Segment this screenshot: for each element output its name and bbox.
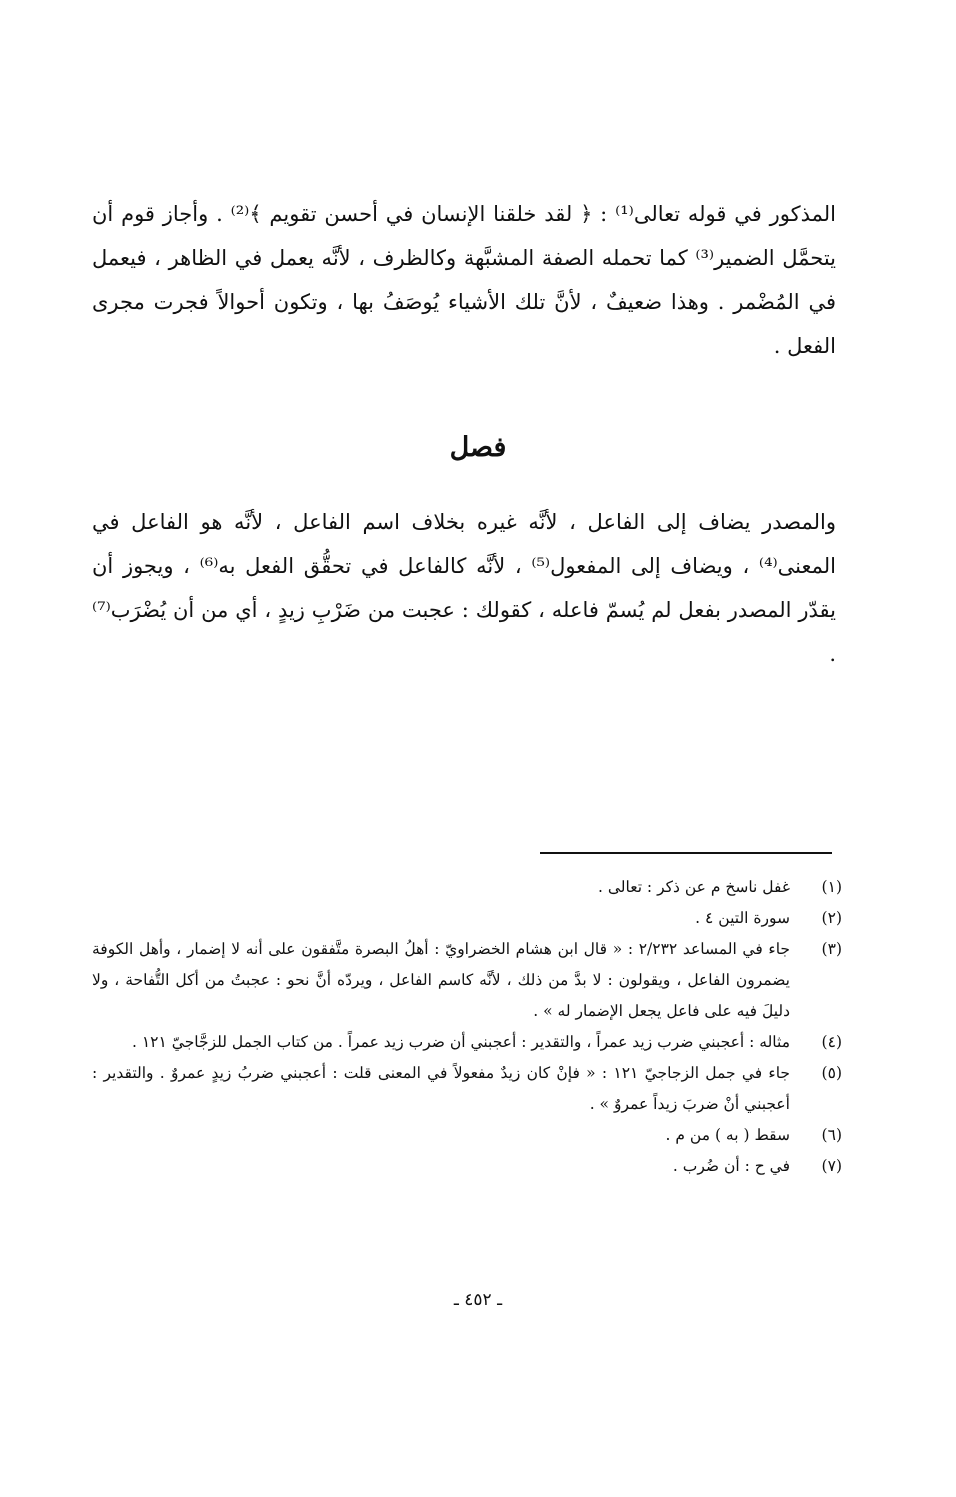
body-paragraph: والمصدر يضاف إلى الفاعل ، لأنَّه غيره بخلاف اسم الفاعل ، لأنَّه هو الفاعل في المعنى⁽⁴⁾ ، ويضاف إلى المفعول⁽⁵⁾ ، لأنَّه كالفاعل في تحقُّق الفعل به⁽⁶⁾ ، ويجوز أن يقدّر المصدر بفعل لم يُسمّ فاعله ، كقولك : عجبت من ضَرْبِ زيدٍ ، أي من أن يُضْرَب⁽⁷⁾ . bbox=[92, 510, 836, 666]
footnote-item bbox=[92, 1151, 842, 1182]
footnote-text: مثاله : أعجبني ضرب زيد عمراً ، والتقدير : أعجبني أن ضرب زيد عمراً . من كتاب الجمل للزجَّاجيّ ١٢١ . bbox=[132, 1033, 790, 1051]
footnote-item bbox=[92, 1058, 842, 1120]
footnote-number: (٤) bbox=[821, 1033, 842, 1051]
footnote-number: (٦) bbox=[821, 1126, 842, 1144]
footnote-text: غفل ناسخ م عن ذكر : تعالى . bbox=[598, 878, 790, 896]
footnote-number: (٢) bbox=[821, 909, 842, 927]
section-heading: فصل bbox=[449, 432, 507, 463]
footnote-number: (١) bbox=[821, 878, 842, 896]
footnote-number: (٣) bbox=[821, 940, 842, 958]
footnote-number: (٧) bbox=[821, 1157, 842, 1175]
footnote-item bbox=[92, 903, 842, 934]
footnote-item bbox=[92, 1120, 842, 1151]
footnotes-list bbox=[92, 872, 842, 1182]
footnote-text: في ح : أن ضُرب . bbox=[672, 1157, 790, 1175]
footnote-divider bbox=[540, 852, 832, 854]
footnote-text: سورة التين ٤ . bbox=[695, 909, 790, 927]
footnote-text: جاء في جمل الزجاجيّ ١٢١ : « فإنْ كان زيدٌ مفعولاً في المعنى قلت : أعجبني ضربُ زيدٍ عمروٌ . والتقدير : أعجبني أنْ ضربَ زيداً عمروٌ » . bbox=[92, 1064, 790, 1113]
page-number: ـ ٤٥٢ ـ bbox=[453, 1290, 503, 1310]
footnote-number: (٥) bbox=[821, 1064, 842, 1082]
footnote-item bbox=[92, 934, 842, 1027]
body-paragraph: المذكور في قوله تعالى⁽¹⁾ : ﴿ لقد خلقنا الإنسان في أحسن تقويم ﴾⁽²⁾ . وأجاز قوم أن يتحمَّل الضمير⁽³⁾ كما تحمله الصفة المشبَّهة وكالظرف ، لأنَّه يعمل في الظاهر ، فيعمل في المُضْمر . وهذا ضعيفٌ ، لأنَّ تلك الأشياء يُوصَفُ بها ، وتكون أحوالاً فجرت مجرى الفعل . bbox=[92, 202, 836, 358]
footnote-text: سقط ( به ) من م . bbox=[665, 1126, 790, 1144]
footnote-item bbox=[92, 1027, 842, 1058]
footnote-item bbox=[92, 872, 842, 903]
footnote-text: جاء في المساعد ٢/٢٣٢ : « قال ابن هشام الخضراويّ : أهلُ البصرة متَّفقون على أنه لا إضمار ، وأهل الكوفة يضمرون الفاعل ، ويقولون : لا بدَّ من ذلك ، لأنَّه كاسم الفاعل ، ويردّه أنَّ نحو : عجبتُ من أكل التُّفاحة ، ولا دليلَ فيه على فاعل يجعل الإضمار له » . bbox=[92, 940, 790, 1020]
